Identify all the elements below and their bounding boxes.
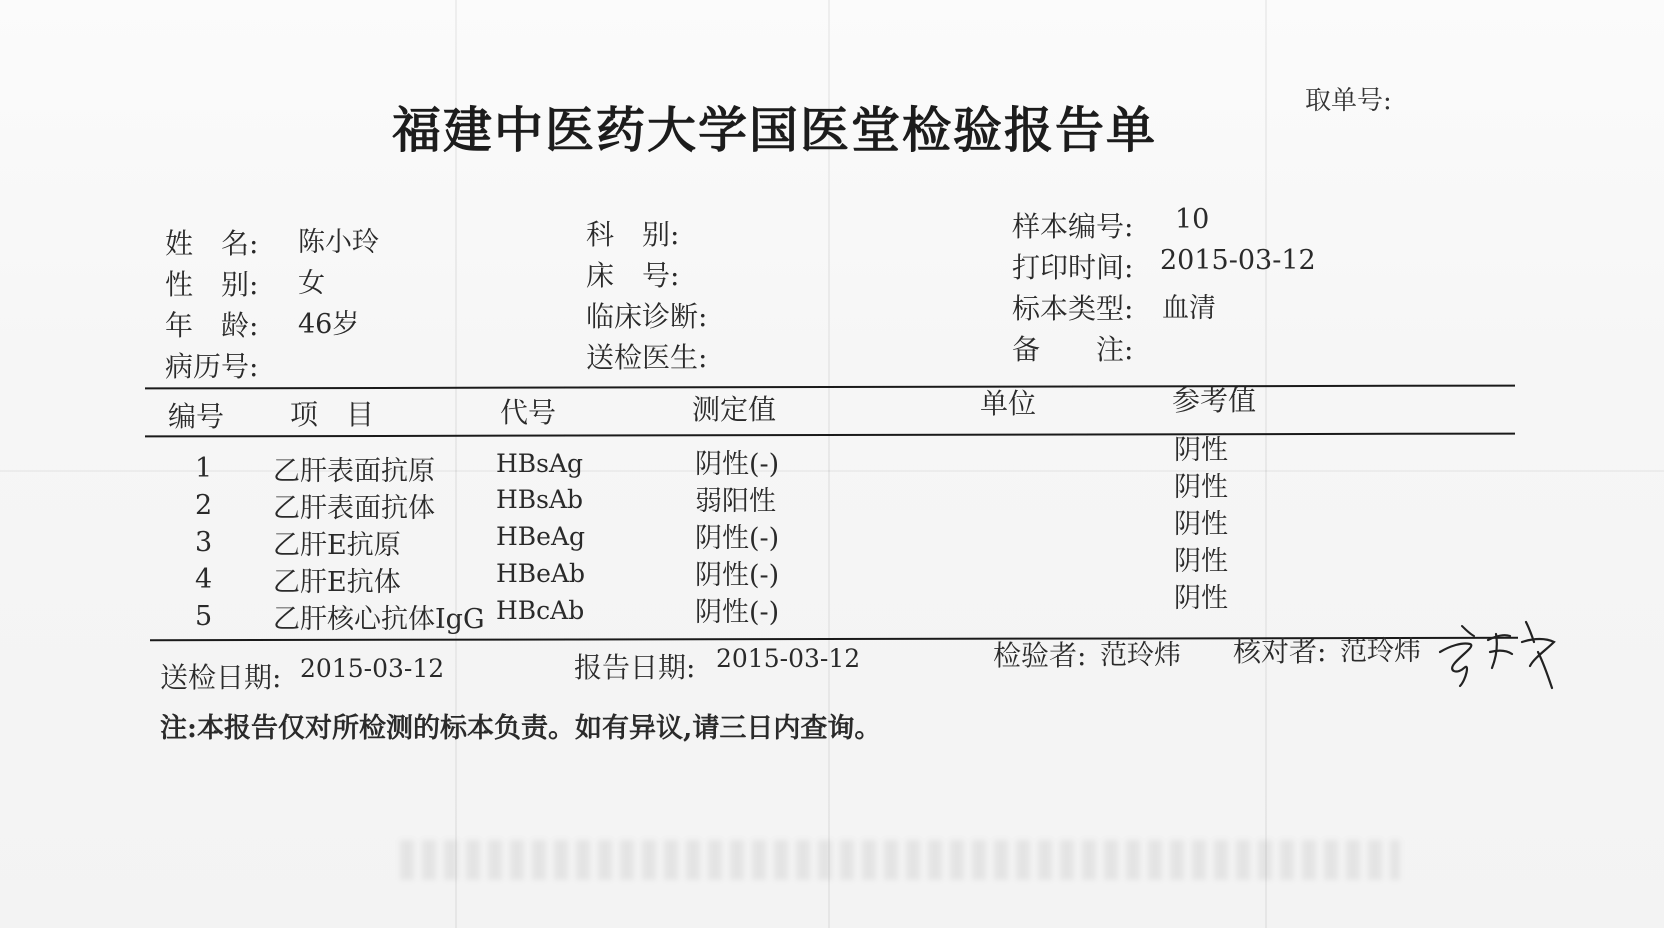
table-row-no: 1 [195,453,213,484]
report-title: 福建中医药大学国医堂检验报告单 [392,101,1158,159]
table-row-ref: 阴性 [1174,509,1228,540]
print-time-label: 打印时间: [1012,251,1134,284]
table-row-code: HBcAb [496,596,585,625]
table-row-item: 乙肝表面抗体 [273,493,435,524]
col-header-value: 测定值 [692,393,777,426]
report-date: 2015-03-12 [716,644,861,673]
table-row-ref: 阴性 [1174,583,1228,614]
table-row-no: 5 [195,601,213,632]
send-date-label: 送检日期: [160,661,282,694]
table-row-no: 2 [195,490,213,521]
tester-label: 检验者: [993,639,1087,672]
col-header-unit: 单位 [980,387,1037,420]
table-row-value: 阴性(-) [695,597,780,628]
table-row-item: 乙肝E抗体 [273,567,401,598]
col-header-code: 代号 [500,396,557,429]
table-row-code: HBsAg [496,449,584,478]
sample-no: 10 [1175,204,1210,235]
qudan-label: 取单号: [1305,86,1392,116]
table-row-value: 阴性(-) [695,523,780,554]
send-date: 2015-03-12 [300,654,445,683]
dept-label: 科 别: [586,218,680,251]
table-row-item: 乙肝核心抗体IgG [273,604,485,635]
table-row-no: 4 [195,564,213,595]
table-row-value: 阴性(-) [695,560,780,591]
table-row-code: HBeAb [496,559,586,588]
diagnosis-label: 临床诊断: [586,300,708,333]
paper-fold [1265,0,1267,928]
table-row-code: HBeAg [496,522,586,551]
paper-fold [0,470,1664,472]
handwritten-signature [1430,612,1580,692]
table-row-code: HBsAb [496,485,584,514]
bleed-through-shadow [400,840,1400,880]
report-date-label: 报告日期: [574,651,696,684]
remark-label: 备 注: [1012,333,1134,366]
tester-name: 范玲炜 [1100,640,1181,671]
table-row-no: 3 [195,527,213,558]
patient-age: 46岁 [298,309,360,340]
sample-type: 血清 [1162,293,1216,324]
checker-name: 范玲炜 [1340,636,1421,667]
table-row-item: 乙肝E抗原 [273,530,401,561]
record-no-label: 病历号: [165,350,259,383]
print-time: 2015-03-12 [1160,245,1316,276]
disclaimer-note: 注:本报告仅对所检测的标本负责。如有异议,请三日内查询。 [160,713,882,744]
table-row-ref: 阴性 [1174,546,1228,577]
age-label: 年 龄: [165,309,259,342]
col-header-item: 项 目 [290,398,375,431]
bed-label: 床 号: [586,259,680,292]
col-header-no: 编号 [168,400,225,433]
table-row-value: 弱阳性 [695,486,776,517]
table-row-ref: 阴性 [1174,435,1228,466]
patient-name: 陈小玲 [298,227,379,258]
name-label: 姓 名: [165,227,259,260]
sex-label: 性 别: [165,268,259,301]
col-header-ref: 参考值 [1172,384,1257,417]
patient-sex: 女 [298,268,325,299]
sample-type-label: 标本类型: [1012,292,1134,325]
table-header-rule [145,433,1515,438]
doctor-label: 送检医生: [586,341,708,374]
table-row-item: 乙肝表面抗原 [273,456,435,487]
table-top-rule [145,385,1515,390]
sample-no-label: 样本编号: [1012,210,1134,243]
checker-label: 核对者: [1233,635,1327,668]
table-row-value: 阴性(-) [695,449,780,480]
table-row-ref: 阴性 [1174,472,1228,503]
